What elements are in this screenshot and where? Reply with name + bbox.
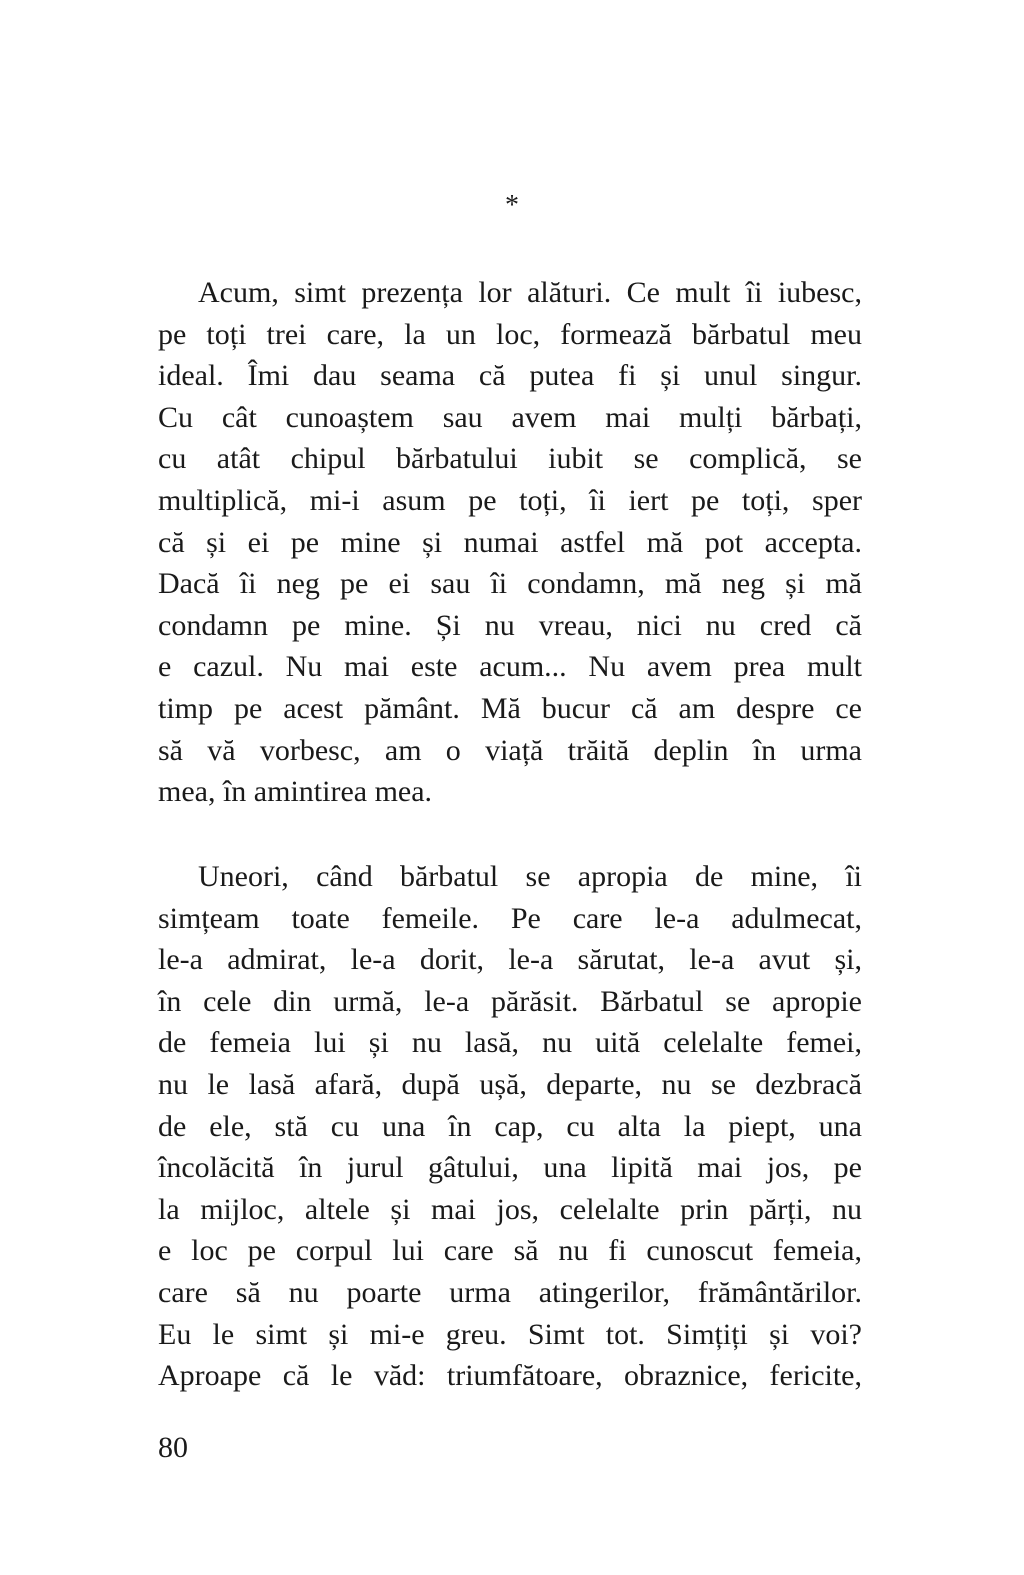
text-line: condamn pe mine. Și nu vreau, nici nu cred că: [158, 608, 862, 642]
text-line: că și ei pe mine și numai astfel mă pot accepta.: [158, 525, 862, 559]
text-line: e cazul. Nu mai este acum... Nu avem prea mult: [158, 650, 862, 684]
text-line: pe toți trei care, la un loc, formează bărbatul meu: [158, 317, 862, 351]
text-line: multiplică, mi-i asum pe toți, îi iert pe toți, sper: [158, 483, 862, 517]
paragraph-2: [158, 856, 862, 1397]
text-line: nu le lasă afară, după ușă, departe, nu se dezbracă: [158, 1067, 862, 1101]
paragraph-1: [158, 272, 862, 813]
section-separator: *: [505, 190, 519, 221]
text-line: e loc pe corpul lui care să nu fi cunoscut femeia,: [158, 1234, 862, 1268]
text-line: încolăcită în jurul gâtului, una lipită mai jos, pe: [158, 1151, 862, 1185]
text-line: Cu cât cunoaștem sau avem mai mulți bărbați,: [158, 400, 862, 434]
text-line: care să nu poarte urma atingerilor, frământărilor.: [158, 1275, 862, 1309]
text-line: cu atât chipul bărbatului iubit se complică, se: [158, 442, 862, 476]
text-line: de ele, stă cu una în cap, cu alta la piept, una: [158, 1109, 862, 1143]
text-line: ideal. Îmi dau seama că putea fi și unul singur.: [158, 359, 862, 393]
text-line: Acum, simt prezența lor alături. Ce mult îi iubesc,: [198, 276, 862, 309]
text-line: simțeam toate femeile. Pe care le-a adulmecat,: [158, 901, 862, 935]
text-line: să vă vorbesc, am o viață trăită deplin în urma: [158, 733, 862, 767]
text-line: Eu le simt și mi-e greu. Simt tot. Simțiți și voi?: [158, 1317, 862, 1351]
text-line: timp pe acest pământ. Mă bucur că am despre ce: [158, 691, 862, 725]
text-line: de femeia lui și nu lasă, nu uită celelalte femei,: [158, 1026, 862, 1060]
text-line: Dacă îi neg pe ei sau îi condamn, mă neg și mă: [158, 567, 862, 601]
text-line: Aproape că le văd: triumfătoare, obraznice, fericite,: [158, 1359, 862, 1393]
text-line: le-a admirat, le-a dorit, le-a sărutat, le-a avut și,: [158, 943, 862, 977]
text-line: la mijloc, altele și mai jos, celelalte prin părți, nu: [158, 1192, 862, 1226]
text-line: mea, în amintirea mea.: [158, 775, 433, 809]
text-line: în cele din urmă, le-a părăsit. Bărbatul se apropie: [158, 984, 862, 1018]
text-line: Uneori, când bărbatul se apropia de mine, îi: [198, 860, 862, 893]
page-number: 80: [158, 1431, 188, 1464]
